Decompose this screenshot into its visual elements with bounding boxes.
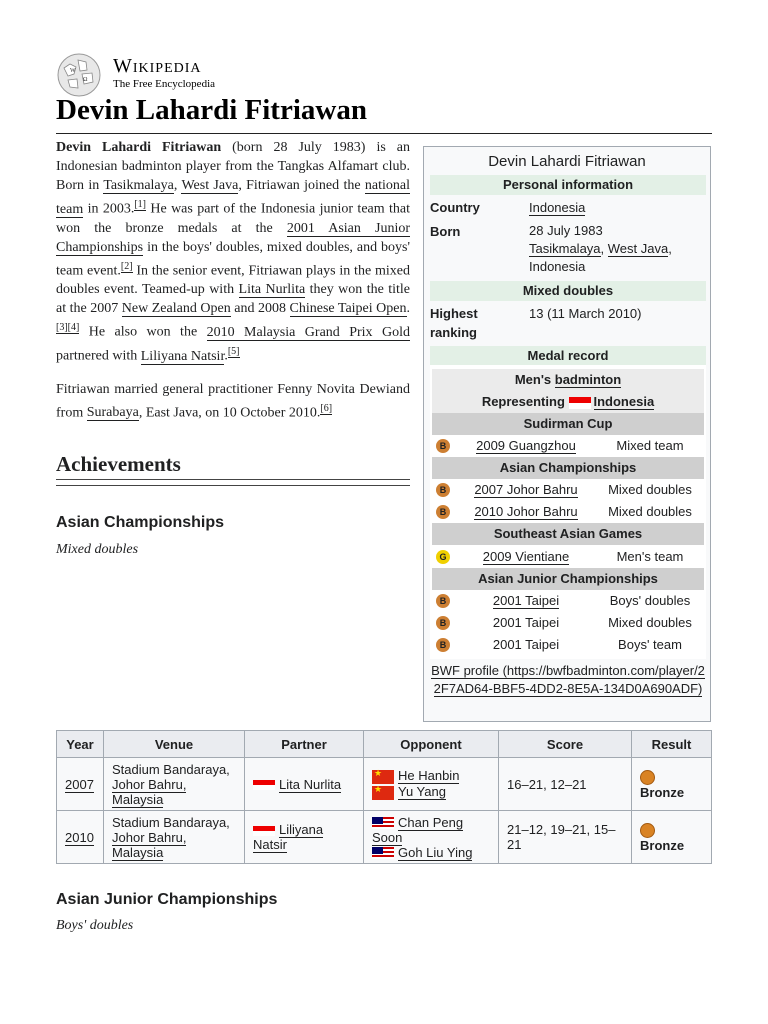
asian-junior-championships-heading: Asian Junior Championships <box>56 891 278 908</box>
link-malaysia[interactable]: Malaysia <box>112 791 164 807</box>
medal-type: Mixed doubles <box>608 482 692 497</box>
link-johor-bahru[interactable]: Johor Bahru, <box>112 829 187 845</box>
cell-opponent <box>364 758 499 811</box>
medal-type: Mixed doubles <box>608 615 692 630</box>
medal-section-sea-games: Southeast Asian Games <box>432 523 704 545</box>
link-new-zealand-open[interactable]: New Zealand Open <box>121 301 231 317</box>
medal-row <box>432 546 704 568</box>
bronze-medal-icon <box>640 770 655 785</box>
link-year[interactable]: 2007 <box>65 776 94 792</box>
medal-row <box>432 479 704 501</box>
medal-table <box>430 365 706 659</box>
venue-line: Stadium Bandaraya, <box>112 761 230 777</box>
bronze-medal-icon: B <box>436 505 450 519</box>
text: , <box>173 178 182 193</box>
cell-venue <box>104 758 245 811</box>
link-opponent-2[interactable]: Goh Liu Ying <box>398 844 473 860</box>
col-venue: Venue <box>104 731 245 758</box>
medal-event <box>456 435 596 457</box>
bronze-medal-icon: B <box>436 594 450 608</box>
medal-type: Boys' team <box>618 637 682 652</box>
china-flag-icon <box>372 786 394 800</box>
text: Men's <box>514 372 555 387</box>
country-value <box>529 199 704 217</box>
medal-type: Mixed team <box>616 438 684 453</box>
text: , <box>600 241 608 256</box>
cell-partner <box>245 758 364 811</box>
medal-section-asian: Asian Championships <box>432 457 704 479</box>
link-2007-johor-bahru[interactable]: 2007 Johor Bahru <box>474 482 578 497</box>
indonesia-flag-icon <box>253 780 275 790</box>
achievements-heading: Achievements <box>56 452 181 476</box>
cell-year <box>57 811 104 864</box>
text: , <box>668 241 672 256</box>
gold-medal-icon: G <box>436 550 450 564</box>
medal-row <box>432 435 704 457</box>
text: Fitriawan married general practitioner Fenny Novita Dewiand from <box>56 381 410 421</box>
link-partner[interactable]: Lita Nurlita <box>279 776 342 792</box>
intro-paragraph-2 <box>56 380 410 423</box>
text: in 2003. <box>83 201 135 217</box>
cell-result <box>632 811 712 864</box>
ranking-value: 13 (11 March 2010) <box>529 306 642 321</box>
medal-sport <box>432 369 704 391</box>
link-indonesia-team[interactable]: Indonesia <box>593 394 655 409</box>
col-year: Year <box>57 731 104 758</box>
indonesia-flag-icon <box>569 397 591 409</box>
link-west-java[interactable]: West Java <box>181 178 239 193</box>
link-lita-nurlita[interactable]: Lita Nurlita <box>238 282 306 298</box>
medal-event: 2001 Taipei <box>492 615 560 630</box>
cell-score: 16–21, 12–21 <box>499 758 632 811</box>
link-surabaya[interactable]: Surabaya <box>86 405 139 421</box>
ranking-label: Highest ranking <box>430 306 478 340</box>
malaysia-flag-icon <box>372 817 394 829</box>
col-score: Score <box>499 731 632 758</box>
link-opponent-1[interactable]: Chan Peng Soon <box>372 814 464 845</box>
medal-event <box>456 501 596 523</box>
link-national-team[interactable]: national team <box>56 178 411 217</box>
medal-type: Men's team <box>616 549 684 564</box>
text: partnered with <box>56 348 141 364</box>
medal-row <box>432 612 704 634</box>
mixed-doubles-header: Mixed doubles <box>430 281 706 301</box>
link-malaysia-gp-gold[interactable]: 2010 Malaysia Grand Prix Gold <box>206 324 410 340</box>
text: He was part of the Indonesia junior team that won the bronze medals at the <box>56 201 410 236</box>
link-chinese-taipei-open[interactable]: Chinese Taipei Open <box>289 301 407 317</box>
results-table <box>56 730 712 864</box>
born-country: Indonesia <box>529 259 586 274</box>
link-liliyana-natsir[interactable]: Liliyana Natsir <box>140 348 225 364</box>
text: . <box>406 301 411 317</box>
cell-result <box>632 758 712 811</box>
wikipedia-globe-icon <box>56 52 102 98</box>
country-label: Country <box>430 200 480 215</box>
link-2001-taipei[interactable]: 2001 Taipei <box>492 593 560 608</box>
wikipedia-logo[interactable] <box>56 52 236 98</box>
text: (born 28 July 1983) is an Indonesian badminton player from the Tangkas Alfamart club. Born in <box>56 140 410 193</box>
ref-5[interactable]: [5] <box>227 345 240 357</box>
col-result: Result <box>632 731 712 758</box>
medal-type: Boys' doubles <box>609 593 691 608</box>
achievements-divider <box>56 479 410 486</box>
bwf-profile <box>430 662 706 698</box>
medal-row <box>432 501 704 523</box>
wikipedia-tagline: The Free Encyclopedia <box>113 78 216 90</box>
cell-venue <box>104 811 245 864</box>
link-2009-guangzhou[interactable]: 2009 Guangzhou <box>476 438 576 453</box>
medal-event <box>456 546 596 568</box>
china-flag-icon <box>372 770 394 784</box>
medal-event: 2001 Taipei <box>492 637 560 652</box>
medal-row <box>432 590 704 612</box>
link-bwf-profile[interactable]: BWF profile (https://bwfbadminton.com/player/22F7AD64-BBF5-4DD2-8E5A-134D0A690ADF) <box>431 663 705 696</box>
venue-line: Stadium Bandaraya, <box>112 814 230 830</box>
table-header-row <box>57 731 712 758</box>
text: . <box>224 348 228 364</box>
table-row <box>57 811 712 864</box>
medal-record-header: Medal record <box>430 346 706 366</box>
medal-section-asian-junior: Asian Junior Championships <box>432 568 704 590</box>
link-malaysia[interactable]: Malaysia <box>112 844 164 860</box>
medal-event <box>456 590 596 612</box>
text: they won the title at the 2007 <box>56 282 411 317</box>
medal-row <box>432 634 704 656</box>
bronze-medal-icon: B <box>436 483 450 497</box>
bronze-medal-icon: B <box>436 638 450 652</box>
cell-year <box>57 758 104 811</box>
born-label: Born <box>430 224 461 239</box>
link-badminton[interactable]: badminton <box>554 372 622 387</box>
ref-6[interactable]: [6] <box>320 402 333 414</box>
bronze-medal-icon: B <box>436 616 450 630</box>
indonesia-flag-icon <box>253 826 275 836</box>
medal-event <box>456 479 596 501</box>
link-year[interactable]: 2010 <box>65 829 94 845</box>
page-title: Devin Lahardi Fitriawan <box>56 94 367 126</box>
medal-representing <box>432 391 704 413</box>
born-value <box>529 222 704 276</box>
cell-partner <box>245 811 364 864</box>
subject-name: Devin Lahardi Fitriawan <box>56 140 222 155</box>
link-2001-asian-junior[interactable]: 2001 Asian Junior Championships <box>56 220 410 255</box>
link-tasikmalaya-infobox[interactable]: Tasikmalaya <box>529 241 601 256</box>
ref-3-4[interactable]: [3][4] <box>56 322 80 334</box>
born-place <box>529 240 704 258</box>
personal-info-header: Personal information <box>430 175 706 195</box>
born-date: 28 July 1983 <box>529 223 603 238</box>
text: , Fitriawan joined the <box>238 178 365 193</box>
medal-section-sudirman: Sudirman Cup <box>432 413 704 435</box>
text: , East Java, on 10 October 2010. <box>138 405 321 421</box>
ref-1[interactable]: [1] <box>134 199 147 210</box>
link-johor-bahru[interactable]: Johor Bahru, <box>112 776 187 792</box>
asian-championships-heading: Asian Championships <box>56 514 225 531</box>
col-opponent: Opponent <box>364 731 499 758</box>
result-text: Bronze <box>640 837 685 853</box>
infobox <box>423 146 711 722</box>
link-2010-johor-bahru[interactable]: 2010 Johor Bahru <box>474 504 578 519</box>
text: in the boys' doubles, mixed doubles, and boys' team event. <box>56 239 410 279</box>
link-opponent-1[interactable]: He Hanbin <box>398 768 460 784</box>
medal-type: Mixed doubles <box>608 504 692 519</box>
table-row <box>57 758 712 811</box>
cell-score: 21–12, 19–21, 15–21 <box>499 811 632 864</box>
link-2009-vientiane[interactable]: 2009 Vientiane <box>482 549 570 564</box>
col-partner: Partner <box>245 731 364 758</box>
result-text: Bronze <box>640 784 685 800</box>
svg-text:Ω: Ω <box>83 77 88 83</box>
link-west-java-infobox[interactable]: West Java <box>607 241 669 256</box>
article-intro <box>56 138 410 436</box>
text: Representing <box>481 394 569 409</box>
link-partner[interactable]: Liliyana Natsir <box>253 822 324 852</box>
text: In the senior event, Fitriawan plays in the mixed doubles event. Teamed-up with <box>56 263 410 298</box>
mixed-doubles-subheading: Mixed doubles <box>56 542 139 557</box>
text: and 2008 <box>230 301 290 317</box>
malaysia-flag-icon <box>372 847 394 859</box>
bronze-medal-icon: B <box>436 439 450 453</box>
wikipedia-wordmark: Wikipedia <box>113 55 202 77</box>
infobox-title: Devin Lahardi Fitriawan <box>488 153 646 170</box>
title-divider <box>56 133 712 134</box>
boys-doubles-subheading: Boys' doubles <box>56 918 134 933</box>
svg-text:W: W <box>70 68 76 74</box>
cell-opponent <box>364 811 499 864</box>
link-tasikmalaya[interactable]: Tasikmalaya <box>103 178 174 193</box>
intro-paragraph-1 <box>56 138 410 366</box>
link-indonesia[interactable]: Indonesia <box>529 200 586 215</box>
bronze-medal-icon <box>640 823 655 838</box>
link-opponent-2[interactable]: Yu Yang <box>398 784 446 799</box>
text: He also won the <box>79 324 207 340</box>
ref-2[interactable]: [2] <box>120 260 133 272</box>
